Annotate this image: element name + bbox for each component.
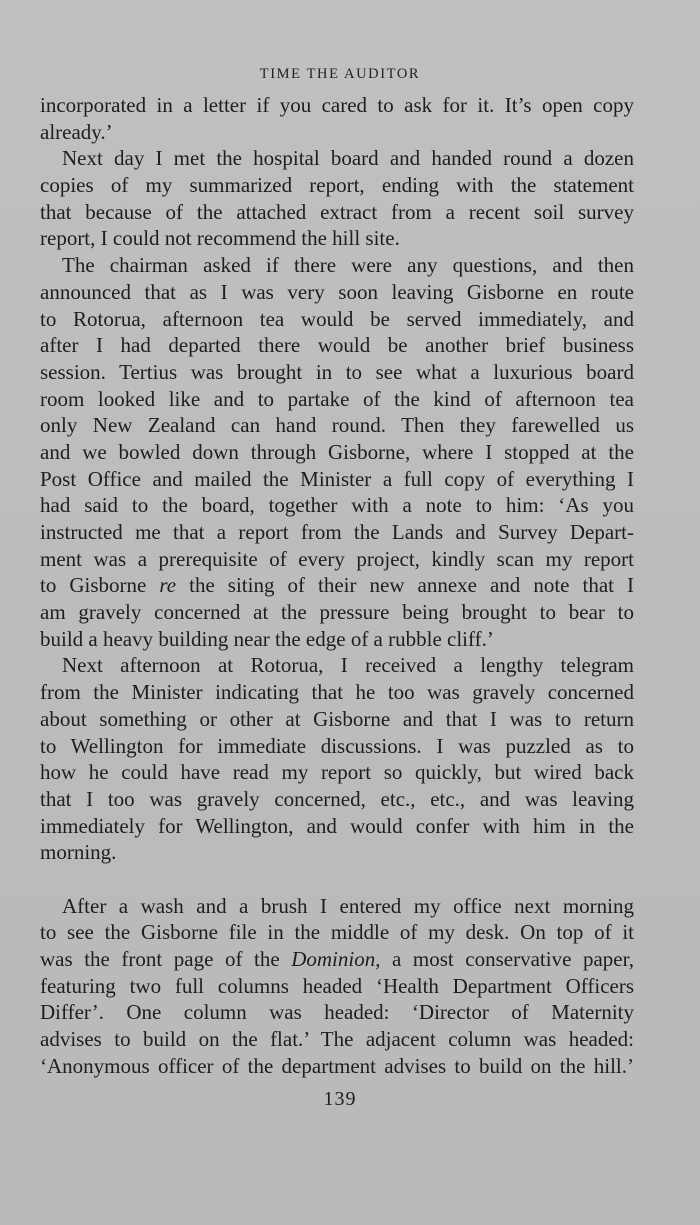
text-line: Next day I met the hospital board and handed round a dozen — [62, 146, 634, 171]
text-line: report, I could not recommend the hill site. — [40, 226, 400, 251]
text-line: room looked like and to partake of the kind of afternoon tea — [40, 386, 634, 411]
text-line: had said to the board, together with a note to him: ‘As you — [40, 493, 634, 518]
text-line: to see the Gisborne file in the middle of my desk. On top of it — [40, 920, 634, 945]
text-line: how he could have read my report so quickly, but wired back — [40, 760, 634, 785]
text-line: session. Tertius was brought in to see what a luxurious board — [40, 359, 634, 384]
text-line: incorporated in a letter if you cared to ask for it. It’s open copy — [40, 93, 634, 117]
text-line: to Rotorua, afternoon tea would be served immediately, and — [40, 306, 634, 331]
text-line: Post Office and mailed the Minister a full copy of everything I — [40, 466, 634, 491]
text-line: ‘Anonymous officer of the department advises to build on the hill.’ — [40, 1053, 634, 1078]
text-line: that I too was gravely concerned, etc., etc., and was leaving — [40, 786, 634, 811]
text-line: was the front page of the Dominion, a most conservative paper, — [40, 947, 634, 971]
text-line: and we bowled down through Gisborne, where I stopped at the — [40, 439, 634, 464]
text-line: ment was a prerequisite of every project, kindly scan my report — [40, 546, 634, 571]
text-line: instructed me that a report from the Lands and Survey Depart- — [40, 520, 634, 544]
text-line: advises to build on the flat.’ The adjacent column was headed: — [40, 1027, 634, 1052]
text-line: build a heavy building near the edge of a rubble cliff.’ — [40, 626, 494, 651]
text-line: morning. — [40, 840, 117, 865]
text-line: Differ’. One column was headed: ‘Director of Maternity — [40, 1000, 634, 1025]
running-head: TIME THE AUDITOR — [259, 66, 421, 82]
body-text — [40, 92, 634, 1079]
text-line: am gravely concerned at the pressure being brought to bear to — [40, 600, 634, 625]
text-line: copies of my summarized report, ending with the statement — [40, 173, 634, 198]
text-line: The chairman asked if there were any questions, and then — [62, 253, 634, 278]
text-line: already.’ — [40, 119, 113, 144]
section-break — [40, 866, 634, 893]
text-line: that because of the attached extract from a recent soil survey — [40, 199, 634, 224]
text-line: from the Minister indicating that he too was gravely concerned — [40, 680, 634, 705]
text-line: featuring two full columns headed ‘Health Department Officers — [40, 973, 634, 998]
text-line: After a wash and a brush I entered my office next morning — [62, 893, 634, 918]
text-line: Next afternoon at Rotorua, I received a lengthy telegram — [62, 653, 634, 678]
text-line: announced that as I was very soon leaving Gisborne en route — [40, 279, 634, 304]
text-line: to Gisborne re the siting of their new annexe and note that I — [40, 573, 635, 598]
text-line: after I had departed there would be another brief business — [40, 333, 634, 358]
text-line: about something or other at Gisborne and that I was to return — [40, 706, 634, 731]
text-line: only New Zealand can hand round. Then they farewelled us — [40, 413, 634, 438]
text-line: immediately for Wellington, and would confer with him in the — [40, 813, 634, 838]
text-line: to Wellington for immediate discussions. I was puzzled as to — [40, 733, 634, 758]
page-number: 139 — [323, 1088, 357, 1110]
